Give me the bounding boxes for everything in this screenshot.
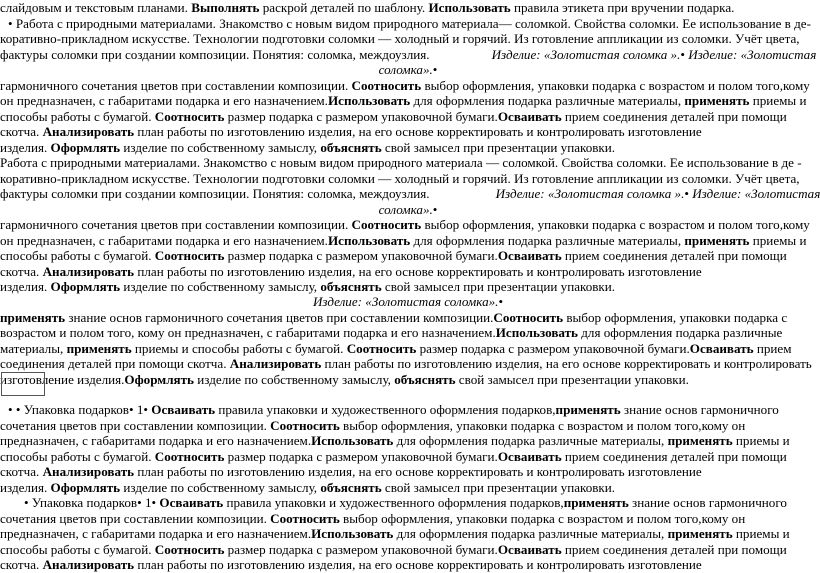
text-line: фактуры соломки при создании композиции. Понятия: соломка, междоузлия. Изделие: «Золотистая соломка ».• Изделие: «Золотистая [0, 47, 817, 62]
text-line: фактуры соломки при создании композиции. Понятия: соломка, междоузлия. Изделие: «Золотистая соломка ».• Изделие: «Золотистая [0, 186, 820, 201]
text-line: сочетания цветов при составлении композиции. Соотносить выбор оформления, упаковки подарка с возрастом и полом того,кому он [0, 511, 746, 526]
bullet-icon: • [498, 294, 504, 309]
text-line: материалы, применять приемы и способы работы с бумагой. Соотносить размер подарка с размером упаковочной бумаги.Осваивать прием [0, 341, 792, 356]
text-line: изделия. Оформлять изделие по собственному замыслу, объяснять свой замысел при презентации упаковки. [0, 480, 616, 495]
text-line: гармоничного сочетания цветов при составлении композиции. Соотносить выбор оформления, упаковки подарка с возрастом и полом того,кому [0, 78, 810, 93]
text-line: предназначен, с габаритами подарка и его назначением.Использовать для оформления подарка различные материалы, применять приемы и [0, 433, 790, 448]
text-line: способы работы с бумагой. Соотносить размер подарка с размером упаковочной бумаги.Осваивать прием соединения деталей при помощи [0, 248, 787, 263]
text-line: применять знание основ гармоничного сочетания цветов при составлении композиции.Соотносить выбор оформления, упаковки подарка с [0, 310, 788, 325]
bullet-icon: • [137, 495, 142, 510]
text-line: он предназначен, с габаритами подарка и его назначением.Использовать для оформления подарка различные материалы, применять приемы и [0, 233, 807, 248]
text-line: скотча. Анализировать план работы по изготовлению изделия, на его основе корректировать и контролировать изготовление [0, 464, 702, 479]
text-line: коративно-прикладном искусстве. Технологии подготовки соломки — холодный и горячий. Из готовление аппликации из соломки. Учёт цвета, [0, 171, 800, 186]
text-line: он предназначен, с габаритами подарка и его назначением.Использовать для оформления подарка различные материалы, применять приемы и [0, 93, 807, 108]
bullet-icon: • [24, 495, 29, 510]
text-line: • Упаковка подарков• 1• Осваивать правила упаковки и художественного оформления подарков,применять знание основ гармоничного [24, 495, 787, 510]
text-line: соединения деталей при помощи скотча. Анализировать план работы по изготовлению изделия, на его основе корректировать и контролировать [0, 356, 812, 371]
bullet-icon: • [432, 202, 438, 217]
text-line: • • Упаковка подарков• 1• Осваивать правила упаковки и художественного оформления подарков,применять знание основ гармоничного [8, 402, 779, 417]
text-line: способы работы с бумагой. Соотносить размер подарка с размером упаковочной бумаги.Осваивать прием соединения деталей при помощи [0, 109, 787, 124]
text-line: скотча. Анализировать план работы по изготовлению изделия, на его основе корректировать и контролировать изготовление [0, 124, 702, 139]
bullet-icon: • [143, 402, 148, 417]
bullet-icon: • [128, 402, 134, 417]
text-line: слайдовым и текстовым планами. Выполнять раскрой деталей по шаблону. Использовать правила этикета при вручении подарка. [0, 0, 735, 15]
text-line: соломка».• [378, 62, 438, 77]
text-line: изделия. Оформлять изделие по собственному замыслу, объяснять свой замысел при презентации упаковки. [0, 140, 616, 155]
text-line: способы работы с бумагой. Соотносить размер подарка с размером упаковочной бумаги.Осваивать прием соединения деталей при помощи [0, 449, 787, 464]
text-line: • Работа с природными материалами. Знакомство с новым видом природного материала— соломкой. Свойства соломки. Ее использование в де- [8, 16, 811, 31]
text-line: гармоничного сочетания цветов при составлении композиции. Соотносить выбор оформления, упаковки подарка с возрастом и полом того,кому [0, 217, 810, 232]
text-line: изделия. Оформлять изделие по собственному замыслу, объяснять свой замысел при презентации упаковки. [0, 279, 616, 294]
text-line: сочетания цветов при составлении композиции. Соотносить выбор оформления, упаковки подарка с возрастом и полом того,кому он [0, 418, 746, 433]
bullet-icon: • [684, 186, 689, 201]
text-line: скотча. Анализировать план работы по изготовлению изделия, на его основе корректировать и контролировать изготовление [0, 264, 702, 279]
text-line: способы работы с бумагой. Соотносить размер подарка с размером упаковочной бумаги.Осваивать прием соединения деталей при помощи [0, 542, 787, 557]
bullet-icon: • [151, 495, 157, 510]
text-line: коративно-прикладном искусстве. Технологии подготовки соломки — холодный и горячий. Из готовление аппликации из соломки. Учёт цвета, [0, 31, 800, 46]
bullet-icon: • [432, 62, 438, 77]
text-line: Изделие: «Золотистая соломка».• [312, 294, 504, 309]
bullet-icon: • [680, 47, 685, 62]
text-line: предназначен, с габаритами подарка и его назначением.Использовать для оформления подарка различные материалы, применять приемы и [0, 526, 790, 541]
bullet-icon: • [8, 16, 13, 31]
bullet-icon: • [15, 402, 21, 417]
text-line: изготовление изделия.Оформлять изделие по собственному замыслу, объяснять свой замысел при презентации упаковки. [0, 372, 689, 387]
text-line: Работа с природными материалами. Знакомство с новым видом природного материала — соломкой. Свойства соломки. Ее использование в де - [0, 155, 802, 170]
text-line: возрастом и полом того, кому он предназначен, с габаритами подарка и его назначением.Использовать для оформления подарка различные [0, 325, 783, 340]
text-line: скотча. Анализировать план работы по изготовлению изделия, на его основе корректировать и контролировать изготовление [0, 557, 702, 572]
empty-frame [1, 372, 45, 396]
text-line: соломка».• [378, 202, 438, 217]
bullet-icon: • [8, 402, 13, 417]
